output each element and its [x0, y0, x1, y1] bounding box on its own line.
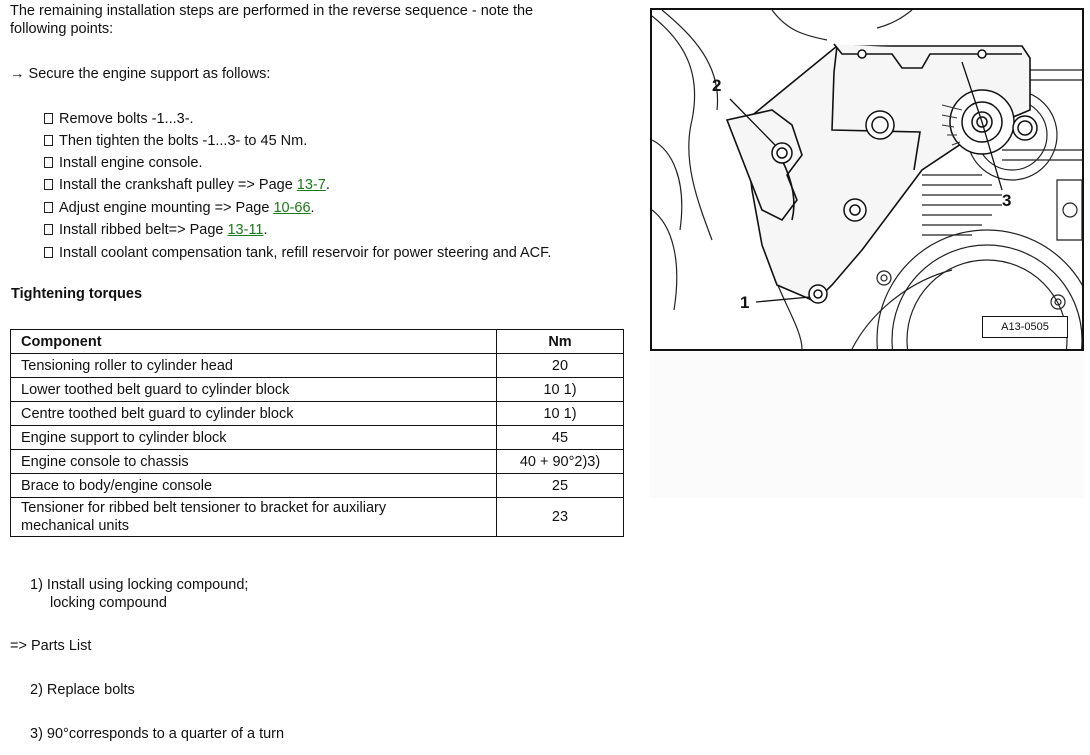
nm-cell: 10 1) [497, 378, 624, 402]
intro-line-2: following points: [10, 21, 114, 37]
table-row [11, 498, 624, 537]
list-item [44, 244, 551, 262]
step-text: Install coolant compensation tank, refill reservoir for power steering and ACF. [59, 245, 552, 261]
nm-cell: 45 [497, 426, 624, 450]
list-item [44, 176, 330, 194]
column-header-nm: Nm [497, 330, 624, 354]
component-line-2: mechanical units [21, 518, 129, 534]
list-item [44, 132, 307, 150]
table-row [11, 450, 624, 474]
step-text: Then tighten the bolts -1...3- to 45 Nm. [59, 133, 308, 149]
figure-shadow [650, 352, 1084, 498]
nm-cell: 25 [497, 474, 624, 498]
page-link-13-11[interactable]: 13-11 [227, 222, 264, 238]
component-cell: Centre toothed belt guard to cylinder block [11, 402, 497, 426]
checkbox-bullet-icon [44, 157, 53, 168]
callout-2: 2 [712, 76, 722, 95]
table-row [11, 402, 624, 426]
table-row [11, 474, 624, 498]
step-text: Remove bolts -1...3-. [59, 111, 194, 127]
component-cell [11, 498, 497, 537]
step-punct: . [310, 200, 315, 216]
torque-table [10, 329, 624, 537]
table-row [11, 378, 624, 402]
step-punct: . [325, 177, 330, 193]
intro-paragraph [10, 2, 533, 38]
footnote-2: 2) Replace bolts [30, 682, 135, 698]
footnote-1-line-1: 1) Install using locking compound; [30, 577, 249, 593]
page-link-10-66[interactable]: 10-66 [273, 200, 311, 216]
figure-code-label: A13-0505 [982, 316, 1068, 338]
step-text: Install engine console. [59, 155, 203, 171]
footnote-1-line-2: locking compound [50, 595, 167, 611]
nm-cell: 10 1) [497, 402, 624, 426]
component-cell: Lower toothed belt guard to cylinder block [11, 378, 497, 402]
list-item [44, 110, 194, 128]
engine-support-instruction: → Secure the engine support as follows: [10, 66, 271, 82]
engine-support-drawing [652, 10, 1082, 349]
nm-cell: 23 [497, 498, 624, 537]
step-text: Install ribbed belt=> Page [59, 222, 228, 238]
callout-1: 1 [740, 293, 750, 312]
engine-support-figure [650, 8, 1084, 351]
table-row [11, 354, 624, 378]
component-cell: Tensioning roller to cylinder head [11, 354, 497, 378]
checkbox-bullet-icon [44, 224, 53, 235]
step-punct: . [263, 222, 268, 238]
component-line-1: Tensioner for ribbed belt tensioner to bracket for auxiliary [21, 500, 387, 516]
step-text: Adjust engine mounting => Page [59, 200, 274, 216]
component-cell: Brace to body/engine console [11, 474, 497, 498]
nm-cell: 20 [497, 354, 624, 378]
column-header-component: Component [11, 330, 497, 354]
footnote-3: 3) 90°corresponds to a quarter of a turn [30, 726, 285, 742]
component-cell: Engine support to cylinder block [11, 426, 497, 450]
list-item [44, 199, 315, 217]
table-row [11, 426, 624, 450]
callout-3: 3 [1002, 191, 1012, 210]
component-cell: Engine console to chassis [11, 450, 497, 474]
step-text: Install the crankshaft pulley => Page [59, 177, 297, 193]
checkbox-bullet-icon [44, 202, 53, 213]
parts-list-link[interactable]: => Parts List [10, 638, 92, 654]
table-header-row [11, 330, 624, 354]
page-link-13-7[interactable]: 13-7 [296, 177, 326, 193]
checkbox-bullet-icon [44, 247, 53, 258]
footnote-1 [30, 576, 248, 612]
checkbox-bullet-icon [44, 179, 53, 190]
checkbox-bullet-icon [44, 135, 53, 146]
checkbox-bullet-icon [44, 113, 53, 124]
intro-line-1: The remaining installation steps are performed in the reverse sequence - note the [10, 3, 534, 19]
tightening-torques-heading: Tightening torques [11, 286, 143, 302]
list-item [44, 221, 268, 239]
list-item [44, 154, 203, 172]
nm-cell: 40 + 90°2)3) [497, 450, 624, 474]
